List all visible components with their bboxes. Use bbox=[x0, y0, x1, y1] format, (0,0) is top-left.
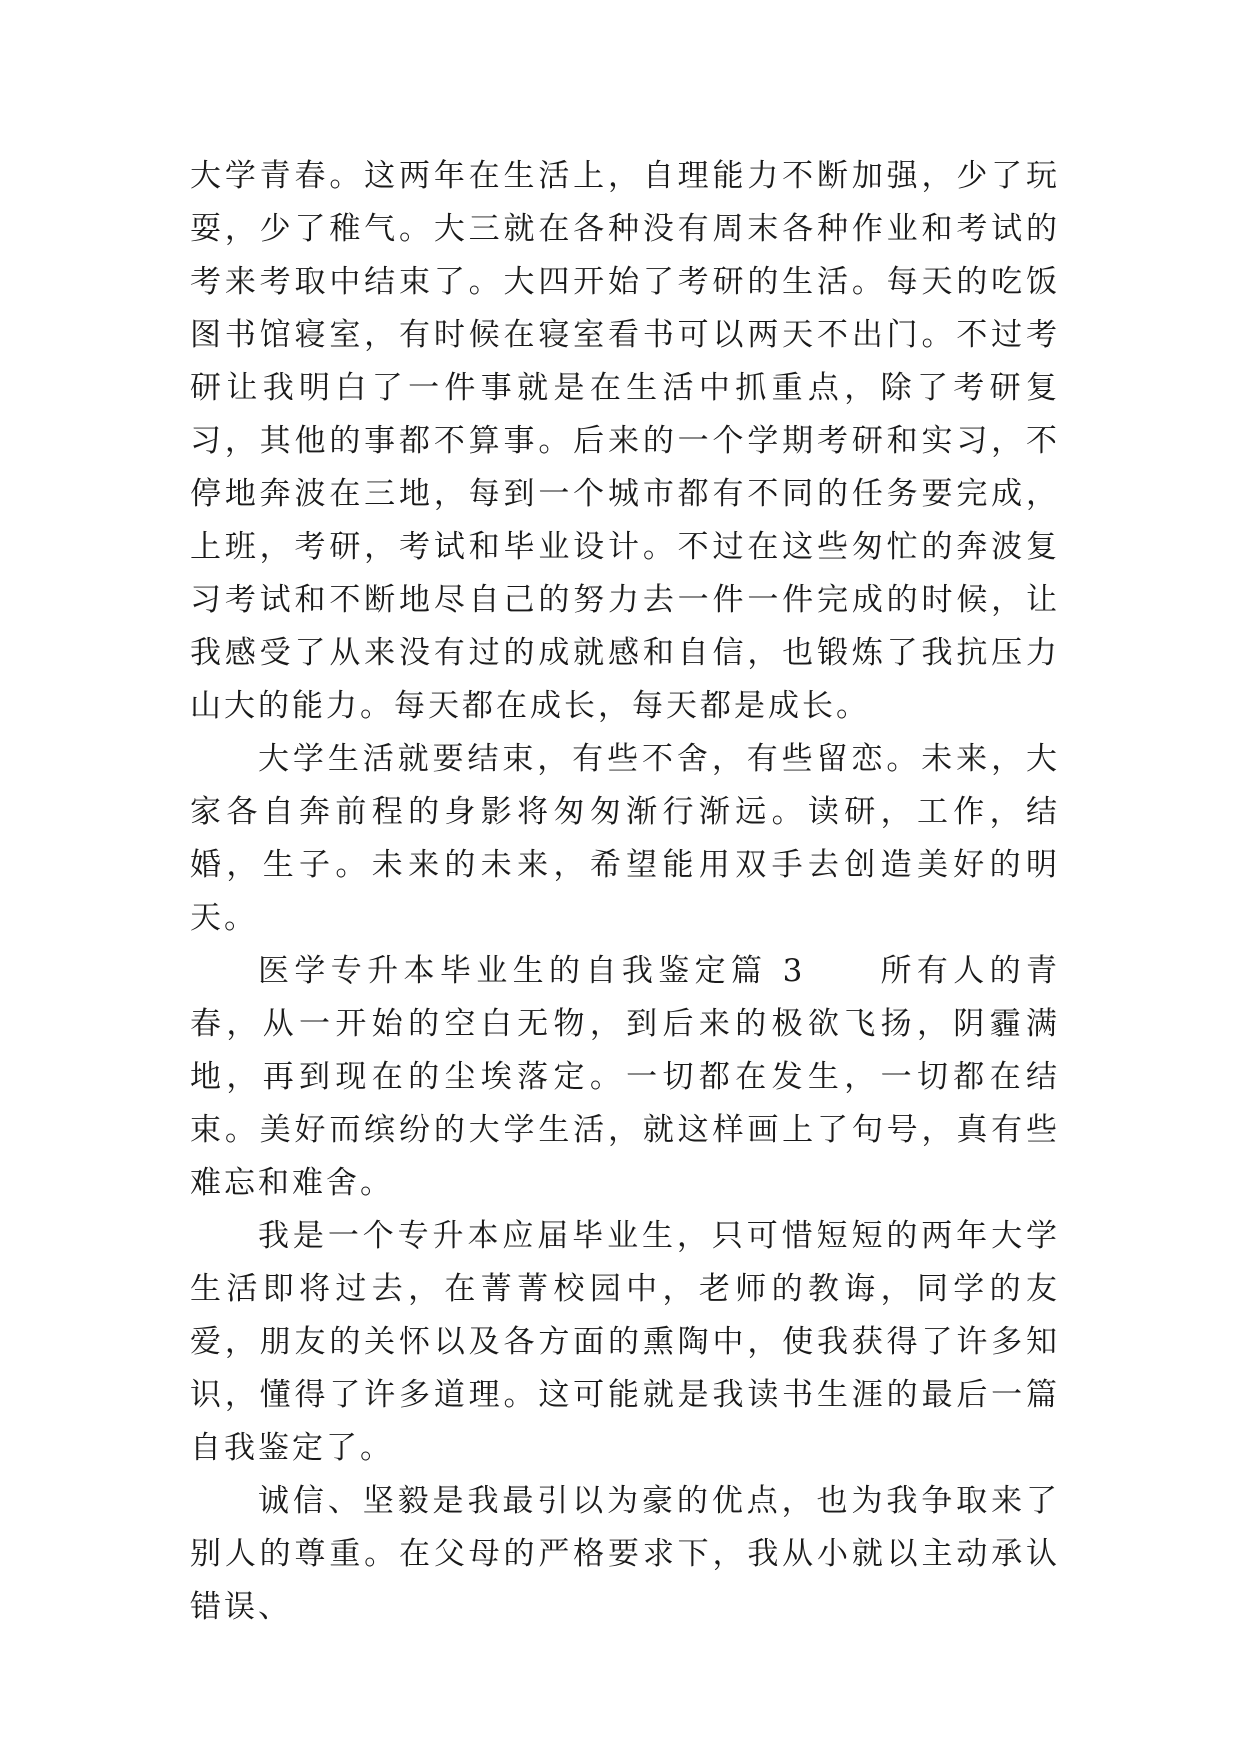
paragraph-3: 医学专升本毕业生的自我鉴定篇 3 所有人的青春，从一开始的空白无物，到后来的极欲飞扬，阴霾满地，再到现在的尘埃落定。一切都在发生，一切都在结束。美好而缤纷的大学生活，就这样画上了句号，真有些难忘和难舍。 bbox=[190, 953, 1060, 1201]
document-body bbox=[190, 150, 1060, 1634]
paragraph-5: 诚信、坚毅是我最引以为豪的优点，也为我争取来了别人的尊重。在父母的严格要求下，我从小就以主动承认错误、 bbox=[190, 1483, 1060, 1625]
paragraph-1: 大学青春。这两年在生活上，自理能力不断加强，少了玩耍，少了稚气。大三就在各种没有周末各种作业和考试的考来考取中结束了。大四开始了考研的生活。每天的吃饭图书馆寝室，有时候在寝室看书可以两天不出门。不过考研让我明白了一件事就是在生活中抓重点，除了考研复习，其他的事都不算事。后来的一个学期考研和实习，不停地奔波在三地，每到一个城市都有不同的任务要完成，上班，考研，考试和毕业设计。不过在这些匆忙的奔波复习考试和不断地尽自己的努力去一件一件完成的时候，让我感受了从来没有过的成就感和自信，也锻炼了我抗压力山大的能力。每天都在成长，每天都是成长。 bbox=[190, 158, 1060, 724]
paragraph-2: 大学生活就要结束，有些不舍，有些留恋。未来，大家各自奔前程的身影将匆匆渐行渐远。读研，工作，结婚，生子。未来的未来，希望能用双手去创造美好的明天。 bbox=[190, 741, 1060, 936]
paragraph-4: 我是一个专升本应届毕业生，只可惜短短的两年大学生活即将过去，在菁菁校园中，老师的教诲，同学的友爱，朋友的关怀以及各方面的熏陶中，使我获得了许多知识，懂得了许多道理。这可能就是我读书生涯的最后一篇自我鉴定了。 bbox=[190, 1218, 1060, 1466]
